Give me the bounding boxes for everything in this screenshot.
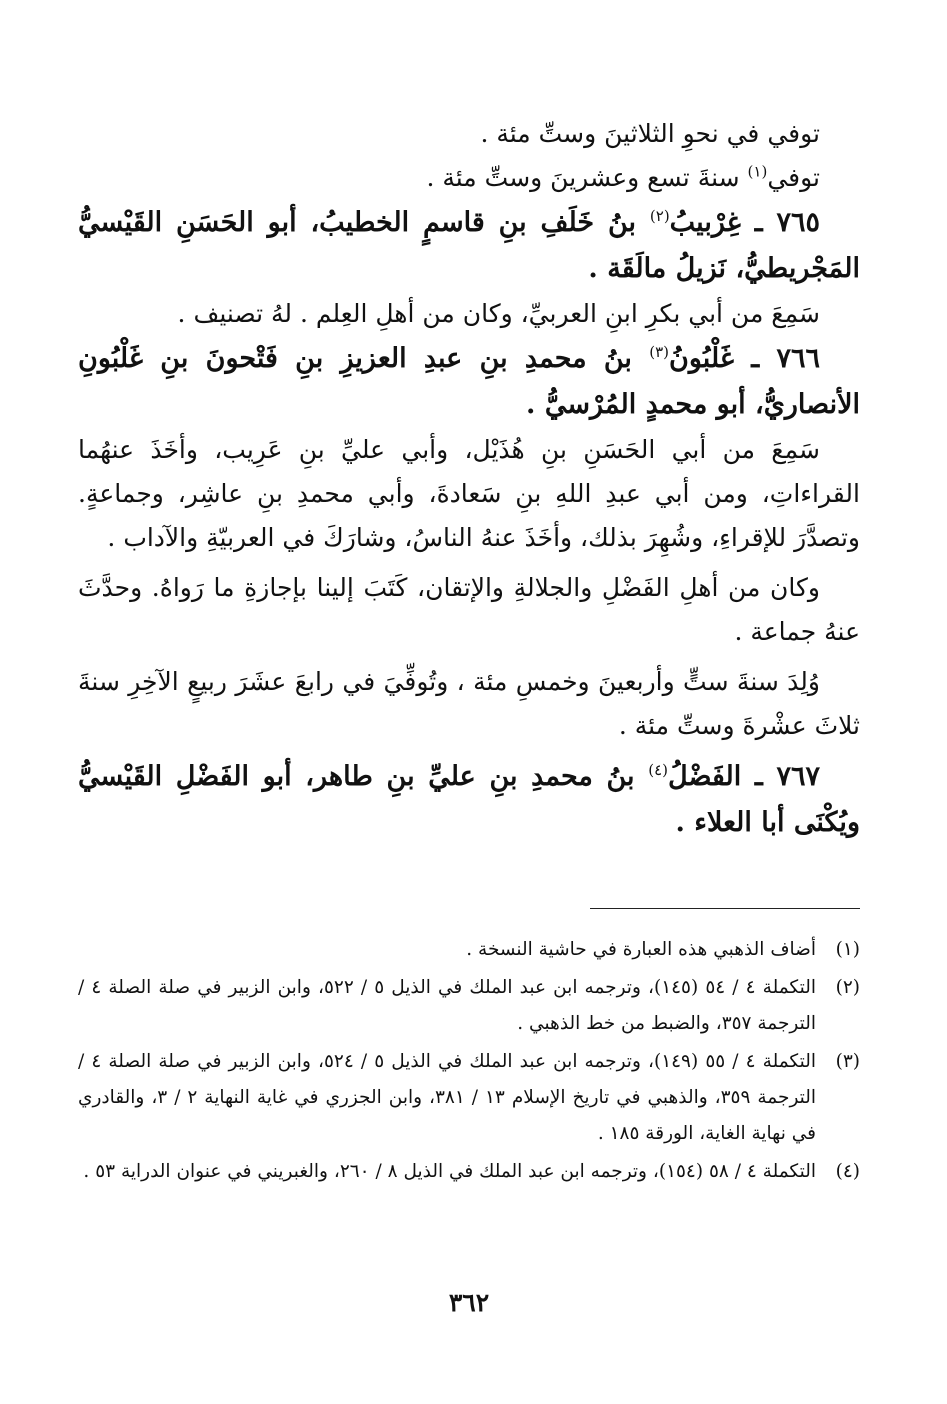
footnote-divider [590,908,860,909]
footnotes [78,932,860,1192]
text-line-2-end: سنةَ تسع وعشرينَ وستِّ مئة . [426,163,748,192]
entry-766-heading [78,336,860,428]
footnote-ref-3[interactable]: (٣) [649,343,670,361]
footnote-number: (٣) [835,1051,860,1072]
entry-766-lineage: بنُ محمدِ بنِ عبدِ العزيزِ بنِ فَتْحونَ بنِ غَلْبُونِ الأنصاريُّ، أبو محمدٍ المُرْسيُّ . [78,343,860,420]
text-line-2 [78,156,860,200]
footnote-2 [78,970,860,1042]
page-number: ٣٦٢ [448,1288,490,1317]
entry-766-number-name: ٧٦٦ ـ غَلْبُونُ [669,343,820,374]
entry-765-heading [78,200,860,292]
entry-767-lineage: بنُ محمدِ بنِ عليِّ بنِ طاهر، أبو الفَضْلِ القَيْسيُّ ويُكْنَى أبا العلاء . [78,761,860,838]
footnote-number: (٤) [835,1161,860,1182]
entry-766-text-3: وُلِدَ سنةَ ستٍّ وأربعينَ وخمسِ مئة ، وتُوفِّيَ في رابعَ عشَرَ ربيعٍ الآخِرِ سنةَ ثلاثَ عشْرةَ وستِّ مئة . [78,667,860,740]
footnote-3 [78,1044,860,1152]
entry-765-text: سَمِعَ من أبي بكرِ ابنِ العربيِّ، وكان من أهلِ العِلم . لهُ تصنيف . [177,299,820,328]
footnote-number: (٢) [835,977,860,998]
entry-765-lineage: بنُ خَلَفِ بنِ قاسمٍ الخطيبُ، أبو الحَسَنِ القَيْسيُّ المَجْريطيُّ، نَزيلُ مالَقَة . [78,207,860,284]
footnote-ref-2[interactable]: (٢) [649,207,670,225]
entry-766-text-2: وكان من أهلِ الفَضْلِ والجلالةِ والإتقان، كَتَبَ إلينا بإجازةِ ما رَواهُ. وحدَّثَ عنهُ جماعة . [78,573,860,646]
footnote-ref-4[interactable]: (٤) [648,761,669,779]
main-text [78,112,860,846]
footnote-text: التكملة ٤ / ٥٨ (١٥٤)، وترجمه ابن عبد الملك في الذيل ٨ / ٢٦٠، والغبريني في عنوان الدراية ٥٣ . [83,1161,816,1182]
entry-766-text-1: سَمِعَ من أبي الحَسَنِ بنِ هُذَيْل، وأبي عليِّ بنِ عَرِيب، وأخَذَ عنهُما القراءاتِ، ومن أبي عبدِ اللهِ بنِ سَعادةَ، وأبي محمدِ بنِ عاشِر، وجماعةٍ. وتصدَّرَ للإقراءِ، وشُهِرَ بذلك، وأخَذَ عنهُ الناسُ، وشارَكَ في العربيّةِ والآداب . [78,435,860,552]
entry-767-heading [78,754,860,846]
footnote-text: التكملة ٤ / ٥٤ (١٤٥)، وترجمه ابن عبد الملك في الذيل ٥ / ٥٢٢، وابن الزبير في صلة الصلة ٤ / الترجمة ٣٥٧، والضبط من خط الذهبي . [78,977,816,1034]
footnote-text: التكملة ٤ / ٥٥ (١٤٩)، وترجمه ابن عبد الملك في الذيل ٥ / ٥٢٤، وابن الزبير في صلة الصلة ٤ / الترجمة ٣٥٩، والذهبي في تاريخ الإسلام ١٣ / ٣٨١، وابن الجزري في غاية النهاية ٢ / ٣، والقادري في نهاية الغاية، الورقة ١٨٥ . [78,1051,817,1144]
footnote-ref-1[interactable]: (١) [747,162,768,181]
text-line-2-start: توفي [767,163,820,192]
footnote-4 [78,1154,860,1190]
book-page [78,112,860,1352]
footnote-1 [78,932,860,968]
text-line-1: توفي في نحوِ الثلاثينَ وستِّ مئة . [480,119,820,148]
footnote-text: أضاف الذهبي هذه العبارة في حاشية النسخة . [466,939,816,960]
entry-765-number-name: ٧٦٥ ـ غِرْبيبُ [669,207,821,238]
entry-767-number-name: ٧٦٧ ـ الفَضْلُ [668,761,820,792]
footnote-number: (١) [835,939,860,960]
